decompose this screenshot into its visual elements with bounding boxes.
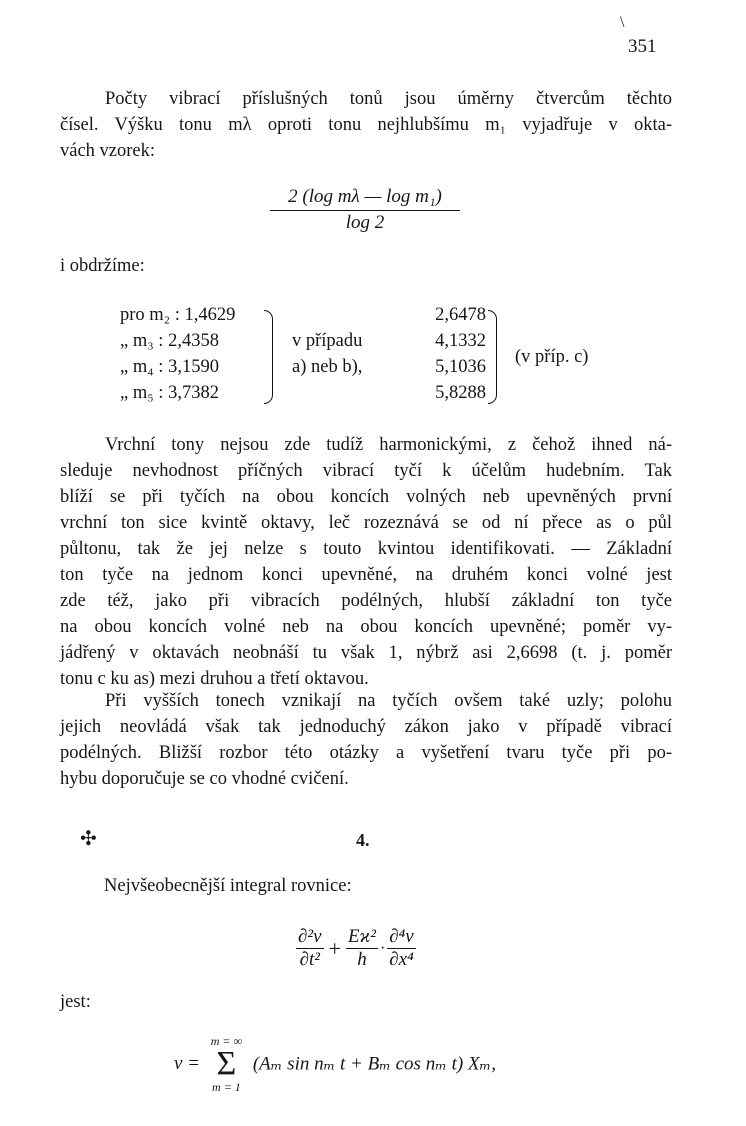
octave-formula [270,186,460,234]
section-number: 4. [356,830,370,850]
margin-mark: \ [620,14,625,31]
fraction-term [296,926,324,971]
text-line: podélných. Bližší rozbor této otázky a vyšetření tvaru tyče při po- [60,743,672,763]
text-line: zde též, jako při vibracích podélných, hlubší základní ton tyče [60,591,672,611]
case-line: v případu [292,331,363,351]
case-label-c: (v příp. c) [515,347,589,367]
series-solution [174,1034,496,1094]
text-line: sleduje nevhodnost příčných vibrací tyčí k účelům hudebním. Tak [60,461,672,481]
text-line: ton tyče na jednom konci upevněné, na druhém konci volné jest [60,565,672,585]
ratio-row: „ m₅ : 3,7382 [120,383,219,403]
sum-upper-limit: m = ∞ [210,1034,243,1048]
ratio-row: „ m₃ : 2,4358 [120,331,219,351]
text-line: Počty vibrací příslušných tonů jsou úměrny čtvercům těchto [105,89,672,109]
plus-sign: + [328,935,341,961]
text-line: vách vzorek: [60,141,156,161]
jest-label: jest: [60,992,91,1012]
ratio-row: „ m₄ : 3,1590 [120,357,219,377]
term-denominator: ∂t² [299,949,320,970]
right-brace [488,310,497,404]
text-line: tonu c ku as) mezi druhou a třetí oktavou. [60,669,369,689]
differential-equation [296,926,416,971]
dot-sign: · [379,939,386,957]
ratio-value: 2,6478 [435,305,486,325]
term-denominator: ∂x⁴ [389,949,414,970]
ratio-value: 4,1332 [435,331,486,351]
term-numerator: Eϰ² [347,926,376,947]
section-ornament: ✣ [80,828,97,850]
sum-lower-limit: m = 1 [212,1080,241,1094]
text-line: blíží se při tyčích na obou koncích volných neb upevněných první [60,487,672,507]
ratio-column-a [120,302,235,406]
paragraph-intro [60,86,672,164]
summation [211,1034,242,1094]
text-line: vrchní ton sice kvintě oktavy, leč rozeznává se od ní přece as o půl [60,513,672,533]
text-line: Při vyšších tonech vznikají na tyčích ovšem také uzly; polohu [105,691,672,711]
ratio-value: 5,1036 [435,357,486,377]
fraction-term [387,926,415,971]
text-line: na obou koncích volné neb na obou koncích upevněné; poměr vy- [60,617,672,637]
text-line: čísel. Výšku tonu mλ oproti tonu nejhlubšímu m₁ vyjadřuje v okta- [60,115,672,135]
term-denominator: h [357,949,367,970]
equation-lhs: v = [174,1053,201,1074]
case-label-ab [292,328,362,380]
fraction-term [346,926,378,971]
sigma-symbol: Σ [216,1045,237,1082]
text-line: půltonu, tak že jej nelze s touto kvintou identifikovati. — Základní [60,539,672,559]
paragraph-overtones [60,432,672,692]
page-number: 351 [628,36,657,57]
integral-intro: Nejvšeobecnější integral rovnice: [104,876,352,896]
text-line: jádřený v oktavách neobnáší tu však 1, nýbrž asi 2,6698 (t. j. poměr [60,643,672,663]
obdrzime-label: i obdržíme: [60,256,145,276]
term-numerator: ∂⁴v [389,926,414,947]
text-line: jejich neovládá však tak jednoduchý zákon jako v případě vibrací [60,717,672,737]
ratio-column-c [404,302,486,406]
right-brace [264,310,273,404]
ratio-value: 5,8288 [435,383,486,403]
case-line: a) neb b), [292,357,363,377]
paragraph-nodes [60,688,672,792]
formula-denominator: log 2 [345,212,385,233]
text-line: hybu doporučuje se co vhodné cvičení. [60,769,349,789]
text-line: Vrchní tony nejsou zde tudíž harmonickými, z čehož ihned ná- [105,435,672,455]
ratio-row: pro m₂ : 1,4629 [120,305,236,325]
formula-numerator: 2 (log mλ — log m₁) [270,186,460,211]
series-term: (Aₘ sin nₘ t + Bₘ cos nₘ t) Xₘ, [252,1053,496,1075]
term-numerator: ∂²v [298,926,322,947]
